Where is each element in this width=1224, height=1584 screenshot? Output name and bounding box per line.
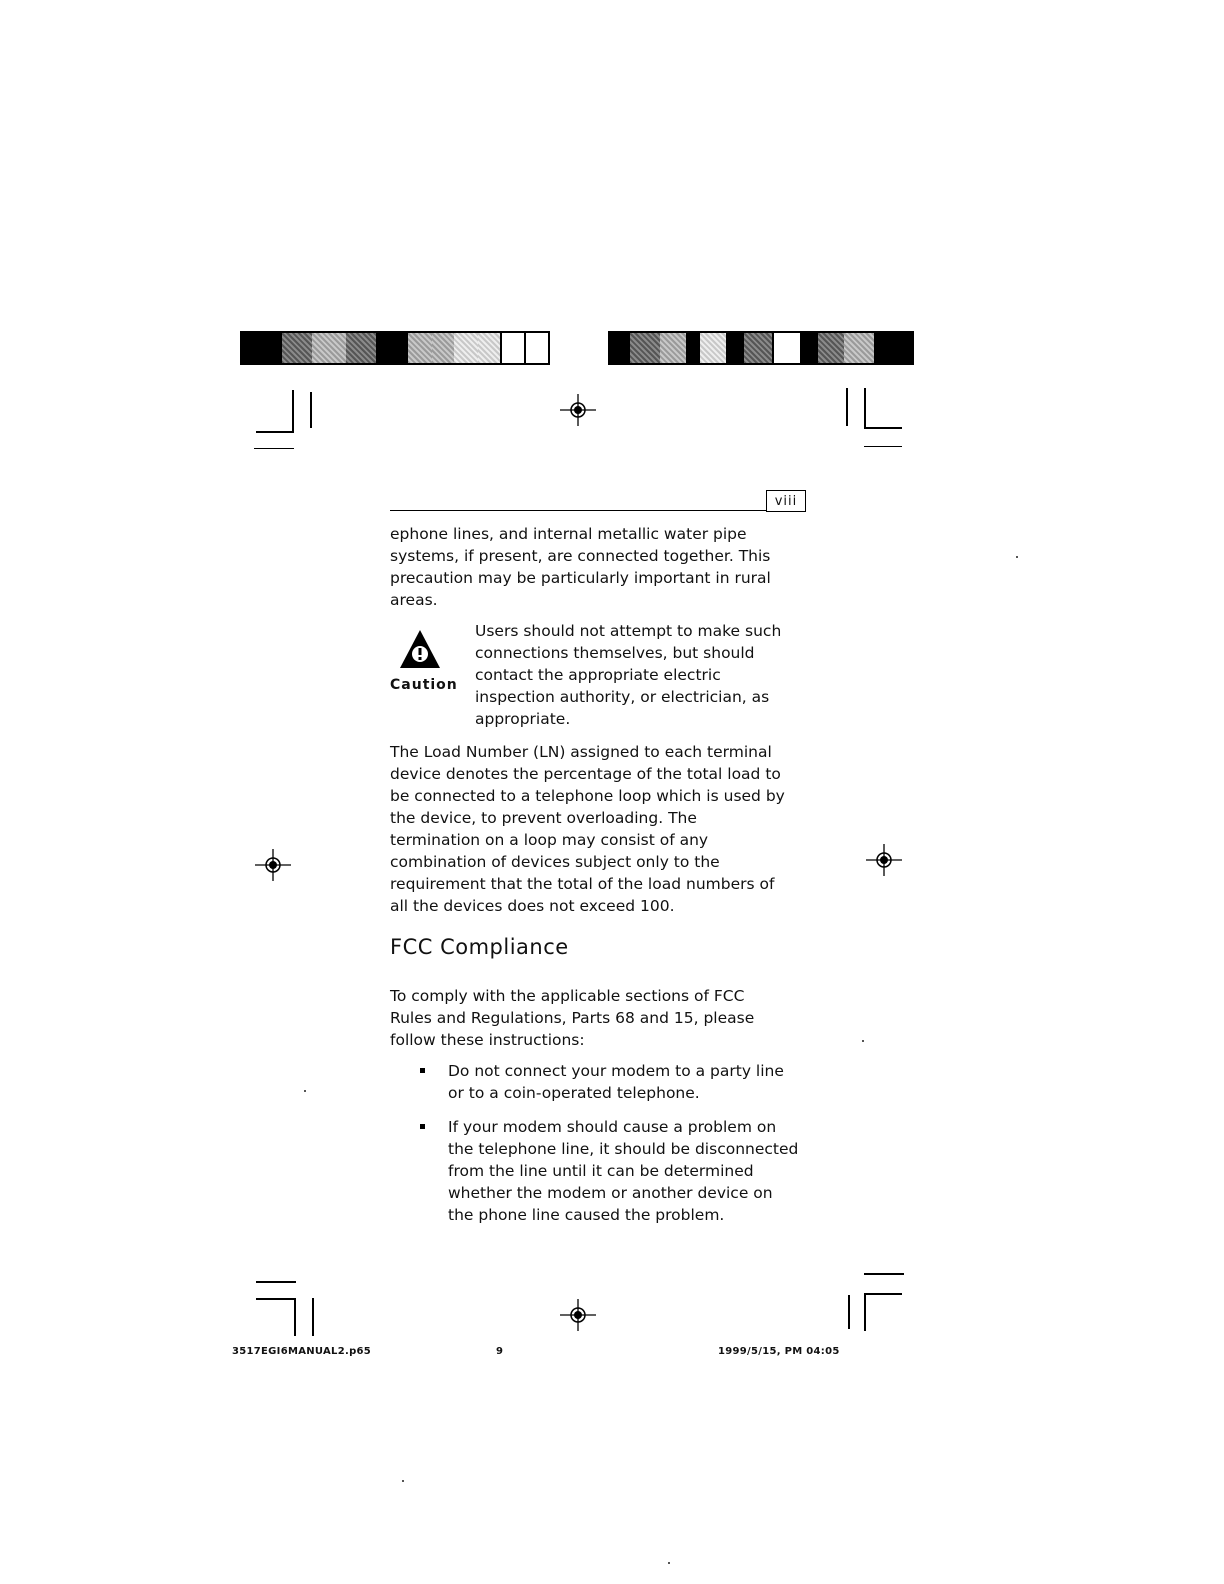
registration-target-icon	[253, 845, 293, 885]
fcc-intro: To comply with the applicable sections of FCC Rules and Regulations, Parts 68 and 15, please follow these instructions:	[390, 987, 755, 1049]
list-item-text: Do not connect your modem to a party line or to a coin-operated telephone.	[448, 1062, 784, 1102]
scan-speck	[668, 1562, 670, 1564]
footer-timestamp: 1999/5/15, PM 04:05	[718, 1346, 840, 1357]
fcc-instructions-list	[420, 1060, 800, 1238]
bullet-icon	[420, 1068, 425, 1073]
header-rule	[390, 510, 766, 511]
page-number: viii	[766, 490, 806, 512]
bullet-icon	[420, 1124, 425, 1129]
list-item	[420, 1116, 800, 1226]
caution-label: Caution	[390, 677, 458, 693]
list-item-text: If your modem should cause a problem on the telephone line, it should be disconnected from the line until it can be determined whether the modem or another device on the phone line caused the problem.	[448, 1118, 799, 1224]
registration-target-icon	[558, 390, 598, 430]
scan-speck	[862, 1040, 864, 1042]
scan-speck	[402, 1480, 404, 1482]
fcc-heading: FCC Compliance	[390, 935, 569, 959]
color-bar-left	[240, 331, 550, 365]
intro-paragraph: ephone lines, and internal metallic water pipe systems, if present, are connected together. This precaution may be particularly important in rural areas.	[390, 525, 771, 609]
registration-target-icon	[558, 1295, 598, 1335]
footer-sheet-number: 9	[496, 1346, 504, 1357]
list-item	[420, 1060, 800, 1104]
footer-file-name: 3517EGI6MANUAL2.p65	[232, 1346, 372, 1357]
scan-speck	[304, 1090, 306, 1092]
caution-text: Users should not attempt to make such connections themselves, but should contact the appropriate electric inspection authority, or electrician, as appropriate.	[475, 622, 782, 728]
registration-target-icon	[864, 840, 904, 880]
load-number-paragraph: The Load Number (LN) assigned to each terminal device denotes the percentage of the total load to be connected to a telephone loop which is used by the device, to prevent overloading. The termination on a loop may consist of any combination of devices subject only to the requirement that the total of the load numbers of all the devices does not exceed 100.	[390, 743, 785, 915]
caution-triangle-icon	[398, 628, 442, 670]
scan-speck	[1016, 556, 1018, 558]
color-bar-right	[608, 331, 914, 365]
